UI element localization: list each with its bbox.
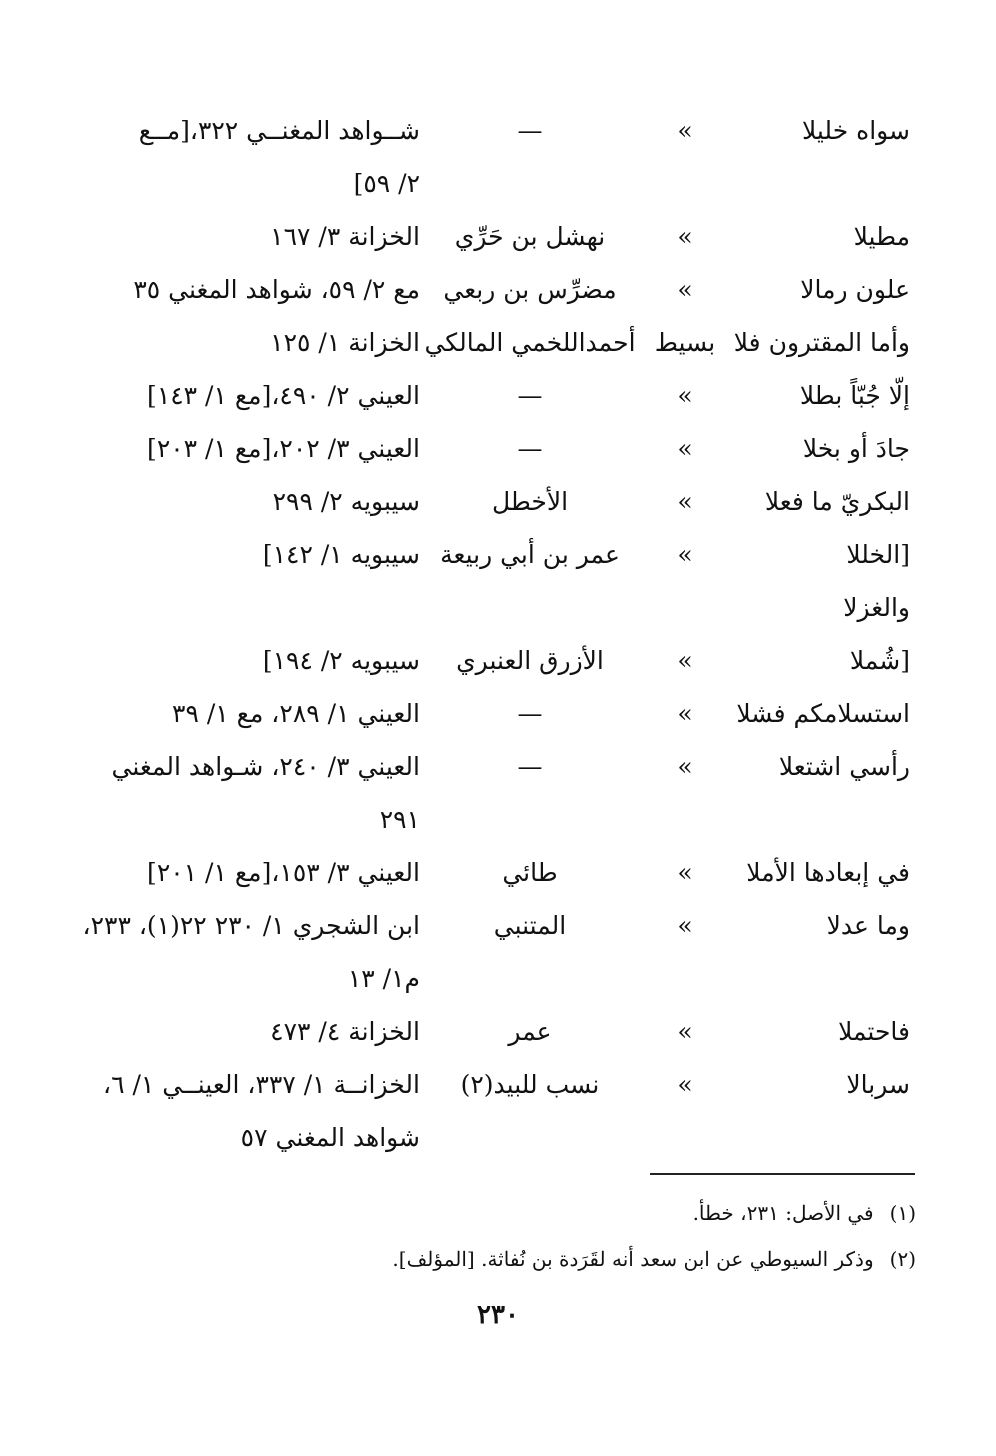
meter-mark: » [677,540,693,569]
footnotes [76,1190,916,1282]
footnote-number: (١) [889,1201,916,1225]
meter-mark: » [677,487,693,516]
index-row [60,1005,910,1058]
verse-ending: إلّا جُبّاً بطلا [799,381,910,410]
source-reference: الخزانة ١/ ١٢٥ [270,328,420,357]
meter-mark: » [677,275,693,304]
verse-ending: علون رمالا [800,275,910,304]
verse-ending: استسلامكم فشلا [736,699,910,728]
source-reference: ٢/ ٥٩] [353,169,420,198]
source-reference: مع ٢/ ٥٩، شواهد المغني ٣٥ [133,275,420,304]
verse-ending: وأما المقترون فلا [733,328,910,357]
verse-ending: جادَ أو بخلا [802,434,910,463]
source-reference: العيني ٣/ ١٥٣،[مع ١/ ٢٠١] [147,858,420,887]
index-row [60,634,910,687]
footnote-number: (٢) [889,1247,916,1271]
poet-name: مضرِّس بن ربعي [443,275,617,304]
source-reference: سيبويه ٢/ ١٩٤] [262,646,420,675]
poet-name: المتنبي [493,911,567,940]
index-row [60,104,910,157]
meter-mark: » [677,222,693,251]
footnote [76,1236,916,1282]
source-reference: العيني ٣/ ٢٤٠، شـواهد المغني [111,752,420,781]
index-row [60,1058,910,1111]
verse-ending: سواه خليلا [801,116,910,145]
source-reference: العيني ٢/ ٤٩٠،[مع ١/ ١٤٣] [147,381,420,410]
verse-ending: [شُملا [849,646,910,675]
verse-index-table [60,104,910,1164]
meter-mark: » [677,646,693,675]
index-row [60,528,910,581]
source-reference: الخزانة ٣/ ١٦٧ [270,222,420,251]
index-row [60,581,910,634]
source-reference: العيني ٣/ ٢٠٢،[مع ١/ ٢٠٣] [147,434,420,463]
index-row [60,422,910,475]
source-reference: الخزانة ٤/ ٤٧٣ [270,1017,420,1046]
footnote-separator [650,1173,915,1175]
poet-name: — [517,752,543,781]
index-row [60,369,910,422]
source-reference: شواهد المغني ٥٧ [240,1123,420,1152]
meter-mark: » [677,381,693,410]
verse-ending: البكريّ ما فعلا [764,487,910,516]
meter-mark: » [677,752,693,781]
index-row [60,740,910,793]
meter-mark: » [677,858,693,887]
footnote-text: وذكر السيوطي عن ابن سعد أنه لقَرَدة بن نُفاثة. [المؤلف]. [392,1247,874,1271]
source-reference: سيبويه ١/ ١٤٢] [262,540,420,569]
index-row [60,687,910,740]
poet-name: عمر [508,1017,552,1046]
poet-name: أحمداللخمي المالكي [424,328,636,357]
verse-ending: والغزلا [843,593,910,622]
footnote-text: في الأصل: ٢٣١، خطأ. [692,1201,874,1225]
source-reference: ٢٩١ [379,805,420,834]
meter-mark: » [677,434,693,463]
index-row [60,210,910,263]
poet-name: عمر بن أبي ربيعة [440,540,620,569]
poet-name: نسب للبيد(٢) [460,1070,600,1099]
poet-name: — [517,381,543,410]
source-reference: سيبويه ٢/ ٢٩٩ [272,487,420,516]
verse-ending: مطيلا [853,222,910,251]
poet-name: طائي [502,858,558,887]
meter-mark: » [677,116,693,145]
source-reference: م١/ ١٣ [347,964,420,993]
verse-ending: في إبعادها الأملا [746,858,910,887]
meter-mark: » [677,1017,693,1046]
meter-mark: » [677,1070,693,1099]
poet-name: — [517,699,543,728]
index-row [60,316,910,369]
verse-ending: [الخللا [846,540,910,569]
source-reference: الخزانــة ١/ ٣٣٧، العينــي ١/ ٦، [102,1070,420,1099]
verse-ending: رأسي اشتعلا [778,752,910,781]
poet-name: نهشل بن حَرِّي [454,222,606,251]
verse-ending: سربالا [846,1070,910,1099]
index-row [60,952,910,1005]
meter-mark: بسيط [654,328,716,357]
index-row [60,899,910,952]
verse-ending: وما عدلا [826,911,910,940]
index-row [60,157,910,210]
index-row [60,793,910,846]
meter-mark: » [677,911,693,940]
page-number: ٢٣٠ [477,1300,519,1330]
index-row [60,263,910,316]
index-row [60,1111,910,1164]
index-row [60,846,910,899]
index-row [60,475,910,528]
source-reference: العيني ١/ ٢٨٩، مع ١/ ٣٩ [172,699,420,728]
poet-name: الأزرق العنبري [456,646,604,675]
poet-name: — [517,434,543,463]
poet-name: — [517,116,543,145]
source-reference: شــواهد المغنــي ٣٢٢،[مــع [138,116,420,145]
source-reference: ابن الشجري ١/ ٢٣٠ ٢٢(١)، ٢٣٣، [82,911,420,940]
footnote [76,1190,916,1236]
meter-mark: » [677,699,693,728]
verse-ending: فاحتملا [838,1017,910,1046]
poet-name: الأخطل [491,487,569,516]
